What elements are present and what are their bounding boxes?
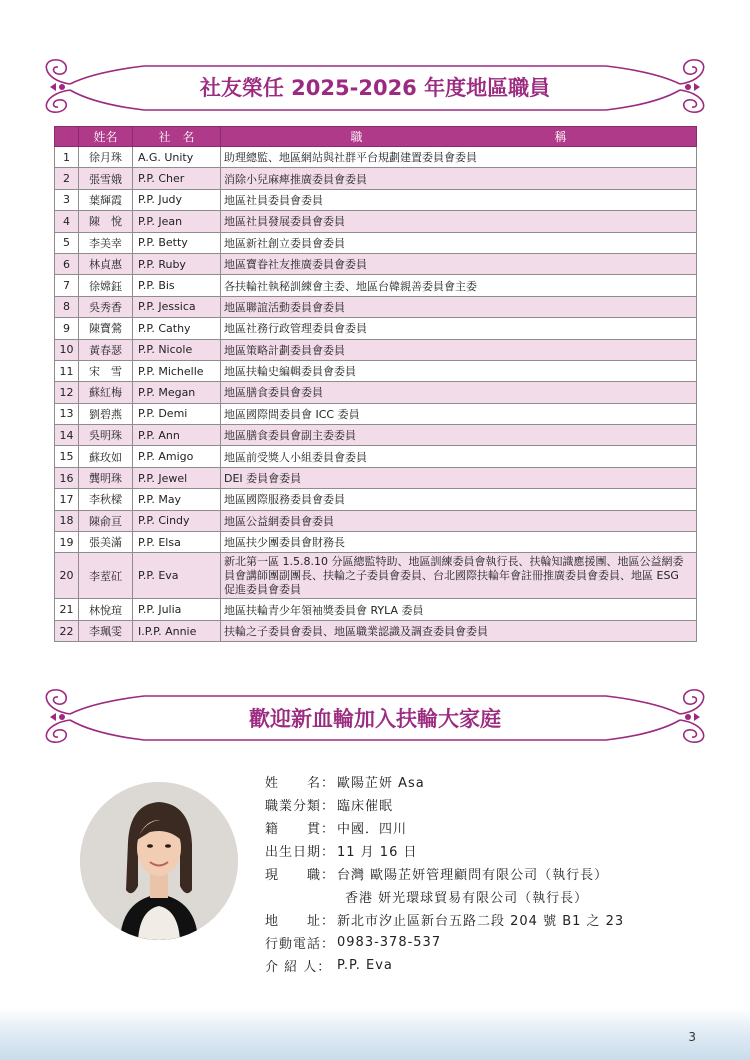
table-header-row	[55, 127, 697, 147]
position-label: 現 職：	[265, 868, 336, 883]
row-name: 張美滿	[79, 532, 133, 553]
row-club-name: I.P.P. Annie	[133, 620, 221, 641]
row-no: 1	[55, 147, 79, 168]
row-club-name: P.P. Michelle	[133, 360, 221, 381]
row-title: 地區聯誼活動委員會委員	[221, 296, 697, 317]
row-name: 林悅瑄	[79, 599, 133, 620]
row-title: 地區公益網委員會委員	[221, 510, 697, 531]
row-name: 龔明珠	[79, 467, 133, 488]
row-no: 21	[55, 599, 79, 620]
row-no: 6	[55, 253, 79, 274]
table-row	[55, 232, 697, 253]
birthday-value: 11 月 16 日	[337, 845, 418, 860]
row-title: DEI 委員會委員	[221, 467, 697, 488]
sponsor-value: P.P. Eva	[337, 958, 393, 973]
row-title: 地區前受獎人小組委員會委員	[221, 446, 697, 467]
row-title: 地區社員委員會委員	[221, 189, 697, 210]
row-club-name: P.P. Elsa	[133, 532, 221, 553]
row-no: 4	[55, 211, 79, 232]
table-row	[55, 253, 697, 274]
table-row	[55, 446, 697, 467]
row-name: 林貞惠	[79, 253, 133, 274]
row-name: 吳秀香	[79, 296, 133, 317]
profile-row-position-cont	[265, 885, 715, 908]
section-title-banner	[34, 682, 716, 752]
table-row	[55, 211, 697, 232]
table-row	[55, 553, 697, 599]
row-no: 7	[55, 275, 79, 296]
table-row	[55, 147, 697, 168]
row-no: 15	[55, 446, 79, 467]
row-name: 李荎矼	[79, 553, 133, 599]
row-club-name: P.P. Amigo	[133, 446, 221, 467]
table-row	[55, 620, 697, 641]
footer-decoration	[0, 1008, 750, 1060]
row-club-name: P.P. Cathy	[133, 318, 221, 339]
row-name: 徐月珠	[79, 147, 133, 168]
profile-row-sponsor	[265, 954, 715, 977]
header-club-name: 社 名	[133, 127, 221, 147]
name-value: 歐陽芷妍 Asa	[337, 776, 425, 791]
row-club-name: P.P. Ann	[133, 425, 221, 446]
row-title: 助理總監、地區網站與社群平台規劃建置委員會委員	[221, 147, 697, 168]
row-name: 徐嫦鈺	[79, 275, 133, 296]
row-no: 19	[55, 532, 79, 553]
portrait-icon	[80, 782, 238, 940]
row-title: 地區扶輪青少年領袖獎委員會 RYLA 委員	[221, 599, 697, 620]
table-row	[55, 168, 697, 189]
row-name: 李秋樑	[79, 489, 133, 510]
row-name: 陳寶鶯	[79, 318, 133, 339]
row-no: 16	[55, 467, 79, 488]
row-title: 地區膳食委員會副主委委員	[221, 425, 697, 446]
row-name: 劉碧燕	[79, 403, 133, 424]
row-club-name: A.G. Unity	[133, 147, 221, 168]
table-row	[55, 599, 697, 620]
row-name: 陳俞亘	[79, 510, 133, 531]
row-title: 地區策略計劃委員會委員	[221, 339, 697, 360]
member-profile	[265, 770, 715, 977]
table-row	[55, 296, 697, 317]
row-club-name: P.P. Cindy	[133, 510, 221, 531]
row-no: 17	[55, 489, 79, 510]
row-title: 各扶輪社執秘訓練會主委、地區台韓親善委員會主委	[221, 275, 697, 296]
row-name: 李珮雯	[79, 620, 133, 641]
profile-row-origin	[265, 816, 715, 839]
row-title: 地區扶少團委員會財務長	[221, 532, 697, 553]
row-title: 地區新社創立委員會委員	[221, 232, 697, 253]
row-title: 地區扶輪史編輯委員會委員	[221, 360, 697, 381]
origin-value: 中國．四川	[337, 822, 408, 837]
row-title: 地區國際間委員會 ICC 委員	[221, 403, 697, 424]
header-name: 姓名	[79, 127, 133, 147]
table-row	[55, 532, 697, 553]
row-title: 新北第一區 1.5.8.10 分區總監特助、地區訓練委員會執行長、扶輪知識應援團、地區公益網委員會講師團副團長、扶輪之子委員會委員、台北國際扶輪年會註冊推廣委員會委員、地區 ESG 促進委員會委員	[221, 553, 697, 599]
row-name: 黃春瑟	[79, 339, 133, 360]
header-no	[55, 127, 79, 147]
section-title: 歡迎新血輪加入扶輪大家庭	[249, 707, 501, 731]
row-title: 地區寶眷社友推廣委員會委員	[221, 253, 697, 274]
row-club-name: P.P. Julia	[133, 599, 221, 620]
row-no: 14	[55, 425, 79, 446]
row-no: 13	[55, 403, 79, 424]
row-club-name: P.P. Jewel	[133, 467, 221, 488]
row-no: 11	[55, 360, 79, 381]
row-name: 吳明珠	[79, 425, 133, 446]
row-club-name: P.P. Cher	[133, 168, 221, 189]
category-label: 職業分類：	[265, 799, 336, 814]
profile-row-position	[265, 862, 715, 885]
page-number: 3	[688, 1030, 696, 1044]
row-title: 地區社務行政管理委員會委員	[221, 318, 697, 339]
sponsor-label: 介 紹 人：	[265, 960, 332, 975]
row-club-name: P.P. Ruby	[133, 253, 221, 274]
row-name: 蘇玫如	[79, 446, 133, 467]
row-title: 地區國際服務委員會委員	[221, 489, 697, 510]
table-row	[55, 425, 697, 446]
table-row	[55, 489, 697, 510]
member-portrait	[80, 782, 238, 940]
row-name: 張雪娥	[79, 168, 133, 189]
origin-label: 籍 貫：	[265, 822, 336, 837]
address-value: 新北市汐止區新台五路二段 204 號 B1 之 23	[337, 914, 625, 929]
table-row	[55, 318, 697, 339]
profile-row-category	[265, 793, 715, 816]
profile-row-name	[265, 770, 715, 793]
profile-row-address	[265, 908, 715, 931]
section-title-banner	[34, 52, 716, 122]
row-club-name: P.P. Bis	[133, 275, 221, 296]
row-club-name: P.P. Jean	[133, 211, 221, 232]
row-name: 蘇紅梅	[79, 382, 133, 403]
row-no: 20	[55, 553, 79, 599]
row-club-name: P.P. Judy	[133, 189, 221, 210]
address-label: 地 址：	[265, 914, 336, 929]
row-title: 消除小兒麻痺推廣委員會委員	[221, 168, 697, 189]
birthday-label: 出生日期：	[265, 845, 336, 860]
row-club-name: P.P. Nicole	[133, 339, 221, 360]
name-label: 姓 名：	[265, 776, 336, 791]
row-no: 2	[55, 168, 79, 189]
row-no: 5	[55, 232, 79, 253]
category-value: 臨床催眠	[337, 799, 394, 814]
row-no: 10	[55, 339, 79, 360]
row-club-name: P.P. Megan	[133, 382, 221, 403]
row-name: 李美幸	[79, 232, 133, 253]
row-title: 地區膳食委員會委員	[221, 382, 697, 403]
profile-row-birthday	[265, 839, 715, 862]
row-club-name: P.P. Eva	[133, 553, 221, 599]
row-no: 9	[55, 318, 79, 339]
table-row	[55, 467, 697, 488]
table-row	[55, 275, 697, 296]
table-row	[55, 189, 697, 210]
header-title: 職 稱	[221, 127, 697, 147]
table-row	[55, 403, 697, 424]
position-value-1: 台灣 歐陽芷妍管理顧問有限公司（執行長）	[337, 868, 609, 883]
row-club-name: P.P. Jessica	[133, 296, 221, 317]
row-no: 12	[55, 382, 79, 403]
table-row	[55, 382, 697, 403]
table-row	[55, 339, 697, 360]
row-no: 18	[55, 510, 79, 531]
row-name: 陳 悅	[79, 211, 133, 232]
row-club-name: P.P. Betty	[133, 232, 221, 253]
profile-row-phone	[265, 931, 715, 954]
table-row	[55, 510, 697, 531]
section-title: 社友榮任 2025-2026 年度地區職員	[199, 76, 551, 100]
phone-value: 0983-378-537	[337, 935, 442, 950]
officers-table	[54, 126, 697, 642]
row-name: 葉輝霞	[79, 189, 133, 210]
row-title: 地區社員發展委員會委員	[221, 211, 697, 232]
row-title: 扶輪之子委員會委員、地區職業認識及調查委員會委員	[221, 620, 697, 641]
row-club-name: P.P. May	[133, 489, 221, 510]
row-no: 3	[55, 189, 79, 210]
row-no: 8	[55, 296, 79, 317]
table-row	[55, 360, 697, 381]
row-name: 宋 雪	[79, 360, 133, 381]
row-club-name: P.P. Demi	[133, 403, 221, 424]
phone-label: 行動電話：	[265, 937, 336, 952]
row-no: 22	[55, 620, 79, 641]
position-value-2: 香港 妍光環球貿易有限公司（執行長）	[345, 891, 589, 906]
